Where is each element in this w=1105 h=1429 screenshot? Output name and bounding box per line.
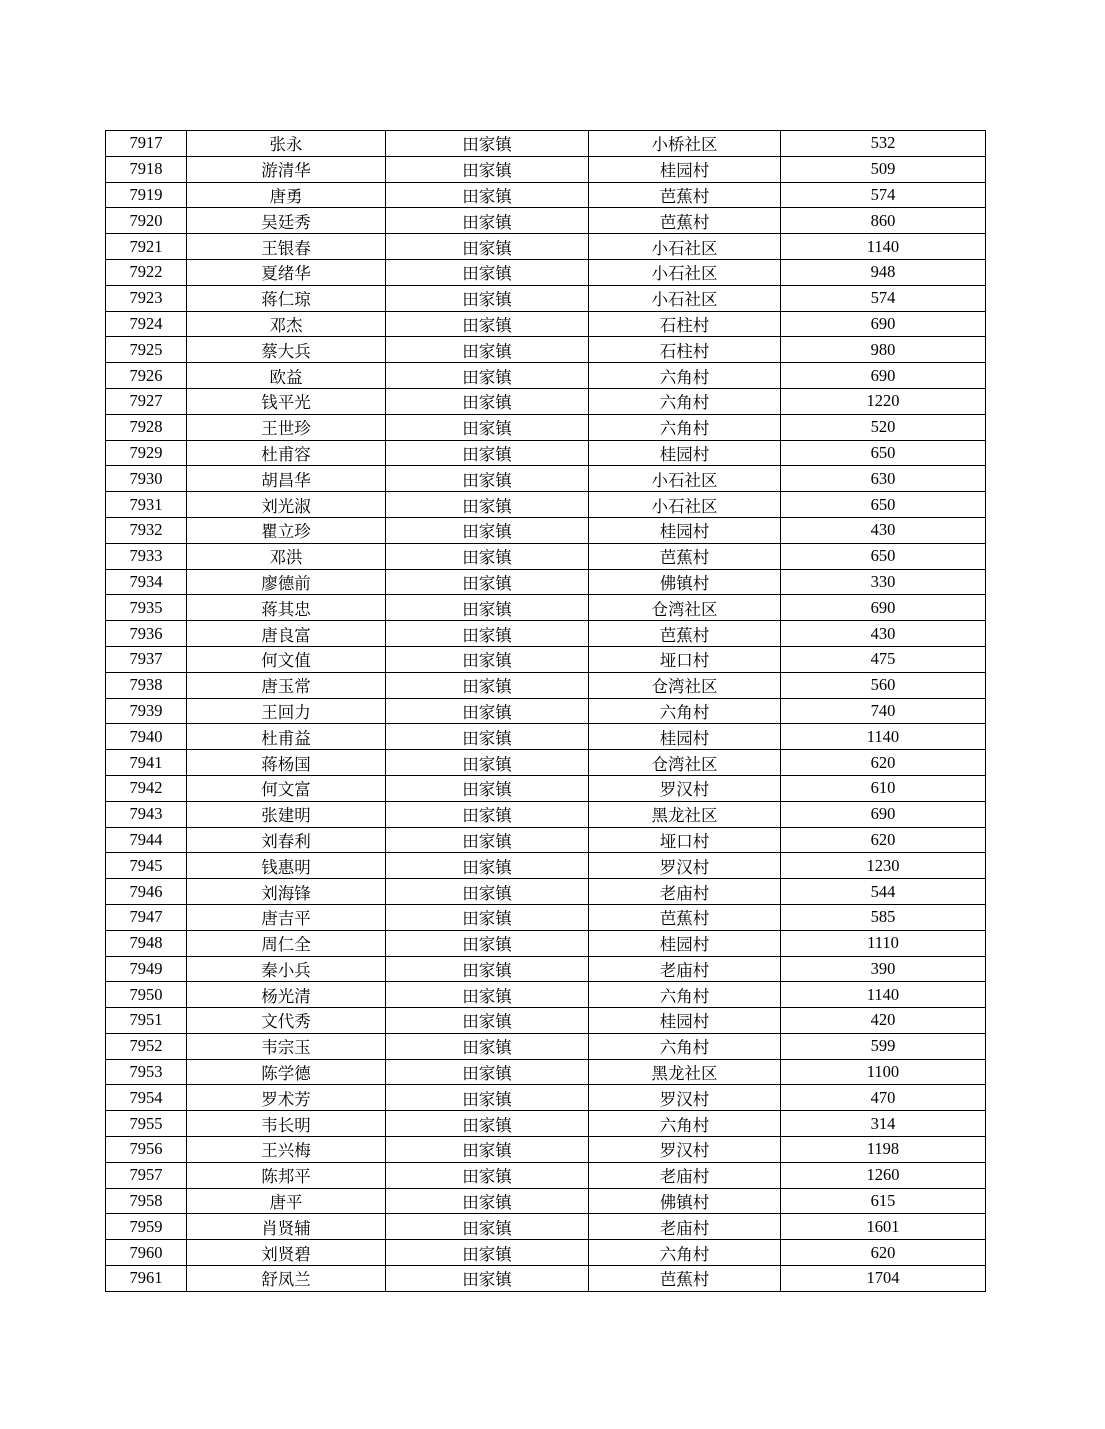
table-row xyxy=(106,930,986,956)
table-row xyxy=(106,466,986,492)
cell-village: 小石社区 xyxy=(589,466,781,492)
cell-id: 7919 xyxy=(106,182,187,208)
cell-town: 田家镇 xyxy=(386,543,589,569)
cell-name: 文代秀 xyxy=(187,1008,386,1034)
cell-amount: 420 xyxy=(781,1008,986,1034)
cell-town: 田家镇 xyxy=(386,131,589,157)
cell-town: 田家镇 xyxy=(386,982,589,1008)
cell-name: 王世珍 xyxy=(187,414,386,440)
table-row xyxy=(106,156,986,182)
cell-town: 田家镇 xyxy=(386,698,589,724)
cell-name: 王回力 xyxy=(187,698,386,724)
cell-town: 田家镇 xyxy=(386,956,589,982)
cell-amount: 470 xyxy=(781,1085,986,1111)
cell-village: 罗汉村 xyxy=(589,1085,781,1111)
cell-town: 田家镇 xyxy=(386,853,589,879)
cell-name: 钱惠明 xyxy=(187,853,386,879)
cell-name: 邓洪 xyxy=(187,543,386,569)
cell-town: 田家镇 xyxy=(386,595,589,621)
cell-village: 佛镇村 xyxy=(589,569,781,595)
table-row xyxy=(106,131,986,157)
cell-village: 垭口村 xyxy=(589,646,781,672)
table-row xyxy=(106,1188,986,1214)
cell-name: 蒋仁琼 xyxy=(187,285,386,311)
cell-amount: 980 xyxy=(781,337,986,363)
cell-name: 舒凤兰 xyxy=(187,1266,386,1292)
cell-id: 7932 xyxy=(106,517,187,543)
table-row xyxy=(106,1033,986,1059)
cell-amount: 599 xyxy=(781,1033,986,1059)
cell-village: 六角村 xyxy=(589,698,781,724)
cell-amount: 585 xyxy=(781,904,986,930)
table-row xyxy=(106,775,986,801)
table-row xyxy=(106,904,986,930)
cell-town: 田家镇 xyxy=(386,1266,589,1292)
table-row xyxy=(106,208,986,234)
table-row xyxy=(106,750,986,776)
cell-village: 石柱村 xyxy=(589,311,781,337)
cell-name: 唐玉常 xyxy=(187,672,386,698)
cell-village: 桂园村 xyxy=(589,1008,781,1034)
cell-id: 7940 xyxy=(106,724,187,750)
cell-town: 田家镇 xyxy=(386,827,589,853)
cell-name: 蒋杨国 xyxy=(187,750,386,776)
cell-id: 7927 xyxy=(106,388,187,414)
table-row xyxy=(106,492,986,518)
cell-town: 田家镇 xyxy=(386,1137,589,1163)
cell-name: 蒋其忠 xyxy=(187,595,386,621)
cell-village: 老庙村 xyxy=(589,1162,781,1188)
cell-town: 田家镇 xyxy=(386,750,589,776)
table-row xyxy=(106,646,986,672)
cell-town: 田家镇 xyxy=(386,1085,589,1111)
cell-amount: 1110 xyxy=(781,930,986,956)
cell-town: 田家镇 xyxy=(386,775,589,801)
cell-town: 田家镇 xyxy=(386,337,589,363)
cell-amount: 520 xyxy=(781,414,986,440)
cell-name: 秦小兵 xyxy=(187,956,386,982)
cell-amount: 650 xyxy=(781,492,986,518)
cell-name: 刘海锋 xyxy=(187,879,386,905)
cell-amount: 1140 xyxy=(781,724,986,750)
cell-village: 芭蕉村 xyxy=(589,621,781,647)
cell-amount: 532 xyxy=(781,131,986,157)
cell-name: 张永 xyxy=(187,131,386,157)
cell-name: 唐勇 xyxy=(187,182,386,208)
cell-id: 7933 xyxy=(106,543,187,569)
cell-name: 钱平光 xyxy=(187,388,386,414)
cell-town: 田家镇 xyxy=(386,1188,589,1214)
cell-id: 7941 xyxy=(106,750,187,776)
cell-id: 7955 xyxy=(106,1111,187,1137)
roster-table xyxy=(105,130,986,1292)
table-row xyxy=(106,827,986,853)
cell-village: 芭蕉村 xyxy=(589,182,781,208)
cell-town: 田家镇 xyxy=(386,724,589,750)
cell-id: 7954 xyxy=(106,1085,187,1111)
cell-amount: 1230 xyxy=(781,853,986,879)
cell-name: 杨光清 xyxy=(187,982,386,1008)
cell-village: 六角村 xyxy=(589,982,781,1008)
table-row xyxy=(106,440,986,466)
cell-village: 桂园村 xyxy=(589,440,781,466)
cell-village: 罗汉村 xyxy=(589,853,781,879)
cell-amount: 430 xyxy=(781,621,986,647)
cell-id: 7921 xyxy=(106,234,187,260)
cell-town: 田家镇 xyxy=(386,569,589,595)
table-row xyxy=(106,337,986,363)
cell-town: 田家镇 xyxy=(386,234,589,260)
cell-id: 7959 xyxy=(106,1214,187,1240)
cell-amount: 650 xyxy=(781,543,986,569)
cell-id: 7960 xyxy=(106,1240,187,1266)
cell-town: 田家镇 xyxy=(386,285,589,311)
cell-id: 7938 xyxy=(106,672,187,698)
cell-id: 7929 xyxy=(106,440,187,466)
cell-amount: 1140 xyxy=(781,234,986,260)
table-row xyxy=(106,1266,986,1292)
cell-town: 田家镇 xyxy=(386,414,589,440)
cell-id: 7946 xyxy=(106,879,187,905)
cell-town: 田家镇 xyxy=(386,363,589,389)
cell-village: 六角村 xyxy=(589,1033,781,1059)
cell-name: 游清华 xyxy=(187,156,386,182)
cell-amount: 1601 xyxy=(781,1214,986,1240)
cell-village: 仓湾社区 xyxy=(589,595,781,621)
cell-amount: 560 xyxy=(781,672,986,698)
cell-id: 7918 xyxy=(106,156,187,182)
cell-amount: 390 xyxy=(781,956,986,982)
cell-id: 7936 xyxy=(106,621,187,647)
cell-amount: 1198 xyxy=(781,1137,986,1163)
cell-name: 刘光淑 xyxy=(187,492,386,518)
cell-name: 夏绪华 xyxy=(187,259,386,285)
cell-village: 垭口村 xyxy=(589,827,781,853)
table-row xyxy=(106,388,986,414)
cell-id: 7961 xyxy=(106,1266,187,1292)
cell-name: 韦长明 xyxy=(187,1111,386,1137)
table-row xyxy=(106,1008,986,1034)
cell-id: 7922 xyxy=(106,259,187,285)
cell-town: 田家镇 xyxy=(386,1059,589,1085)
cell-village: 六角村 xyxy=(589,363,781,389)
cell-amount: 690 xyxy=(781,801,986,827)
cell-amount: 1140 xyxy=(781,982,986,1008)
cell-village: 小桥社区 xyxy=(589,131,781,157)
table-row xyxy=(106,311,986,337)
cell-amount: 1220 xyxy=(781,388,986,414)
cell-town: 田家镇 xyxy=(386,646,589,672)
cell-amount: 610 xyxy=(781,775,986,801)
cell-town: 田家镇 xyxy=(386,208,589,234)
cell-village: 六角村 xyxy=(589,1240,781,1266)
cell-town: 田家镇 xyxy=(386,672,589,698)
cell-village: 罗汉村 xyxy=(589,1137,781,1163)
cell-amount: 650 xyxy=(781,440,986,466)
cell-village: 芭蕉村 xyxy=(589,1266,781,1292)
table-row xyxy=(106,1059,986,1085)
cell-name: 肖贤辅 xyxy=(187,1214,386,1240)
cell-id: 7956 xyxy=(106,1137,187,1163)
cell-amount: 860 xyxy=(781,208,986,234)
table-row xyxy=(106,1085,986,1111)
table-row xyxy=(106,182,986,208)
cell-name: 杜甫益 xyxy=(187,724,386,750)
cell-town: 田家镇 xyxy=(386,492,589,518)
cell-amount: 690 xyxy=(781,363,986,389)
cell-village: 黑龙社区 xyxy=(589,801,781,827)
table-row xyxy=(106,879,986,905)
cell-name: 陈邦平 xyxy=(187,1162,386,1188)
cell-town: 田家镇 xyxy=(386,621,589,647)
cell-id: 7937 xyxy=(106,646,187,672)
cell-village: 六角村 xyxy=(589,1111,781,1137)
cell-town: 田家镇 xyxy=(386,1240,589,1266)
cell-town: 田家镇 xyxy=(386,879,589,905)
table-row xyxy=(106,1162,986,1188)
cell-village: 六角村 xyxy=(589,388,781,414)
cell-id: 7942 xyxy=(106,775,187,801)
cell-name: 周仁全 xyxy=(187,930,386,956)
cell-id: 7920 xyxy=(106,208,187,234)
cell-village: 桂园村 xyxy=(589,156,781,182)
table-row xyxy=(106,259,986,285)
table-row xyxy=(106,853,986,879)
cell-town: 田家镇 xyxy=(386,388,589,414)
cell-amount: 574 xyxy=(781,182,986,208)
cell-id: 7925 xyxy=(106,337,187,363)
cell-town: 田家镇 xyxy=(386,1214,589,1240)
cell-village: 罗汉村 xyxy=(589,775,781,801)
cell-id: 7957 xyxy=(106,1162,187,1188)
cell-id: 7952 xyxy=(106,1033,187,1059)
cell-amount: 620 xyxy=(781,750,986,776)
cell-id: 7928 xyxy=(106,414,187,440)
cell-village: 小石社区 xyxy=(589,234,781,260)
cell-id: 7945 xyxy=(106,853,187,879)
cell-village: 桂园村 xyxy=(589,930,781,956)
cell-village: 芭蕉村 xyxy=(589,208,781,234)
cell-town: 田家镇 xyxy=(386,1008,589,1034)
cell-name: 蔡大兵 xyxy=(187,337,386,363)
cell-village: 桂园村 xyxy=(589,517,781,543)
table-row xyxy=(106,517,986,543)
cell-amount: 690 xyxy=(781,311,986,337)
cell-amount: 740 xyxy=(781,698,986,724)
cell-id: 7943 xyxy=(106,801,187,827)
cell-town: 田家镇 xyxy=(386,801,589,827)
cell-town: 田家镇 xyxy=(386,1111,589,1137)
table-row xyxy=(106,724,986,750)
cell-amount: 1704 xyxy=(781,1266,986,1292)
cell-name: 刘春利 xyxy=(187,827,386,853)
cell-town: 田家镇 xyxy=(386,311,589,337)
cell-name: 张建明 xyxy=(187,801,386,827)
cell-id: 7917 xyxy=(106,131,187,157)
cell-name: 韦宗玉 xyxy=(187,1033,386,1059)
cell-village: 小石社区 xyxy=(589,259,781,285)
cell-village: 芭蕉村 xyxy=(589,543,781,569)
table-row xyxy=(106,285,986,311)
cell-town: 田家镇 xyxy=(386,517,589,543)
cell-amount: 330 xyxy=(781,569,986,595)
cell-id: 7958 xyxy=(106,1188,187,1214)
cell-village: 佛镇村 xyxy=(589,1188,781,1214)
cell-town: 田家镇 xyxy=(386,1162,589,1188)
cell-amount: 630 xyxy=(781,466,986,492)
cell-name: 唐吉平 xyxy=(187,904,386,930)
table-row xyxy=(106,672,986,698)
cell-name: 唐良富 xyxy=(187,621,386,647)
cell-village: 老庙村 xyxy=(589,879,781,905)
cell-id: 7947 xyxy=(106,904,187,930)
cell-id: 7924 xyxy=(106,311,187,337)
cell-amount: 509 xyxy=(781,156,986,182)
cell-id: 7949 xyxy=(106,956,187,982)
cell-town: 田家镇 xyxy=(386,904,589,930)
cell-town: 田家镇 xyxy=(386,1033,589,1059)
cell-village: 小石社区 xyxy=(589,492,781,518)
cell-id: 7934 xyxy=(106,569,187,595)
cell-town: 田家镇 xyxy=(386,466,589,492)
cell-village: 六角村 xyxy=(589,414,781,440)
cell-id: 7935 xyxy=(106,595,187,621)
cell-amount: 620 xyxy=(781,827,986,853)
cell-id: 7944 xyxy=(106,827,187,853)
cell-name: 唐平 xyxy=(187,1188,386,1214)
cell-id: 7950 xyxy=(106,982,187,1008)
cell-id: 7931 xyxy=(106,492,187,518)
cell-amount: 1100 xyxy=(781,1059,986,1085)
cell-name: 吴廷秀 xyxy=(187,208,386,234)
cell-town: 田家镇 xyxy=(386,156,589,182)
cell-name: 刘贤碧 xyxy=(187,1240,386,1266)
cell-village: 老庙村 xyxy=(589,956,781,982)
cell-name: 邓杰 xyxy=(187,311,386,337)
cell-name: 瞿立珍 xyxy=(187,517,386,543)
cell-amount: 1260 xyxy=(781,1162,986,1188)
cell-name: 陈学德 xyxy=(187,1059,386,1085)
table-row xyxy=(106,698,986,724)
cell-amount: 948 xyxy=(781,259,986,285)
table-row xyxy=(106,956,986,982)
cell-name: 何文值 xyxy=(187,646,386,672)
cell-amount: 475 xyxy=(781,646,986,672)
cell-amount: 690 xyxy=(781,595,986,621)
table-row xyxy=(106,414,986,440)
table-row xyxy=(106,363,986,389)
cell-amount: 615 xyxy=(781,1188,986,1214)
cell-name: 王兴梅 xyxy=(187,1137,386,1163)
cell-id: 7930 xyxy=(106,466,187,492)
cell-village: 石柱村 xyxy=(589,337,781,363)
cell-name: 欧益 xyxy=(187,363,386,389)
cell-town: 田家镇 xyxy=(386,259,589,285)
table-row xyxy=(106,621,986,647)
table-row xyxy=(106,569,986,595)
table-row xyxy=(106,234,986,260)
cell-village: 仓湾社区 xyxy=(589,750,781,776)
table-row xyxy=(106,595,986,621)
table-row xyxy=(106,1137,986,1163)
cell-id: 7926 xyxy=(106,363,187,389)
cell-name: 胡昌华 xyxy=(187,466,386,492)
cell-town: 田家镇 xyxy=(386,182,589,208)
table-row xyxy=(106,1214,986,1240)
cell-amount: 314 xyxy=(781,1111,986,1137)
cell-id: 7953 xyxy=(106,1059,187,1085)
cell-id: 7948 xyxy=(106,930,187,956)
cell-village: 老庙村 xyxy=(589,1214,781,1240)
cell-town: 田家镇 xyxy=(386,440,589,466)
cell-village: 小石社区 xyxy=(589,285,781,311)
cell-town: 田家镇 xyxy=(386,930,589,956)
cell-name: 王银春 xyxy=(187,234,386,260)
cell-village: 仓湾社区 xyxy=(589,672,781,698)
cell-amount: 544 xyxy=(781,879,986,905)
cell-name: 罗术芳 xyxy=(187,1085,386,1111)
cell-village: 芭蕉村 xyxy=(589,904,781,930)
cell-village: 桂园村 xyxy=(589,724,781,750)
table-row xyxy=(106,543,986,569)
table-row xyxy=(106,801,986,827)
cell-name: 何文富 xyxy=(187,775,386,801)
cell-id: 7939 xyxy=(106,698,187,724)
cell-name: 廖德前 xyxy=(187,569,386,595)
cell-village: 黑龙社区 xyxy=(589,1059,781,1085)
cell-amount: 620 xyxy=(781,1240,986,1266)
table-row xyxy=(106,1240,986,1266)
cell-amount: 430 xyxy=(781,517,986,543)
table-body xyxy=(106,131,986,1292)
cell-amount: 574 xyxy=(781,285,986,311)
cell-id: 7951 xyxy=(106,1008,187,1034)
table-row xyxy=(106,982,986,1008)
table-row xyxy=(106,1111,986,1137)
cell-id: 7923 xyxy=(106,285,187,311)
cell-name: 杜甫容 xyxy=(187,440,386,466)
